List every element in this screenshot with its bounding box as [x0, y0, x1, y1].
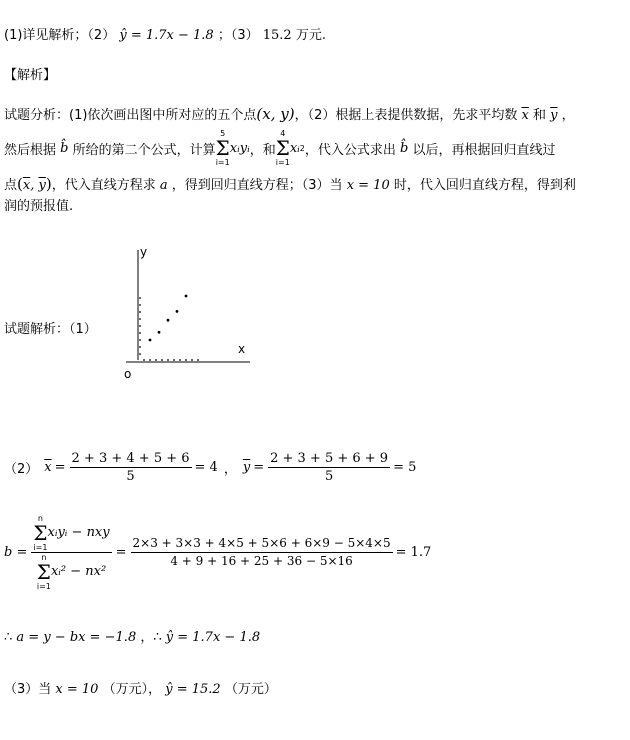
- den-term: xᵢ² − nx²: [50, 564, 107, 579]
- x-bar: $\overline{x}$: [44, 459, 52, 475]
- x-axis-dot: [167, 359, 169, 361]
- a-equation: a = y − bx = −1.8: [16, 630, 137, 645]
- analysis-line-4: 润的预报值.: [4, 199, 74, 214]
- y-axis-dot: [139, 311, 141, 313]
- sum-upper: n: [37, 513, 43, 523]
- analysis-text: 所给的第二个公式，计算: [72, 142, 216, 158]
- part3-label: （3）当: [4, 682, 52, 697]
- x-axis-dot: [155, 359, 157, 361]
- scatter-point: [149, 339, 152, 342]
- summation-1: 5 Σ i=1: [215, 129, 230, 167]
- analysis-text: ，: [561, 108, 575, 123]
- y-axis-dot: [139, 332, 141, 334]
- analysis-text: 然后根据: [4, 142, 57, 158]
- scatter-plot: [110, 240, 260, 390]
- scatter-point: [185, 295, 188, 298]
- unit-text: （万元）: [224, 682, 277, 697]
- b-calc-fraction: [131, 535, 393, 570]
- origin-label: o: [124, 367, 132, 381]
- part2-means: （2） $\overline{x}$ = $\frac{2 + 3 + 4 + 5 + 6}{5}$ = 4 ， $\overline{y}$ = $\frac{2 + 3 + 5 + 6 + 9}{5}$ = 5: [4, 450, 417, 484]
- part3-line: [4, 678, 277, 697]
- scatter-point: [167, 319, 170, 322]
- xbar-value: = 4: [194, 459, 218, 475]
- analysis-text: 以后，再根据回归直线过: [412, 142, 556, 158]
- y-axis-dot: [139, 318, 141, 320]
- part2-label: （2）: [4, 461, 39, 477]
- calc-denominator: 4 + 9 + 16 + 25 + 36 − 5×16: [170, 553, 353, 568]
- a-line: [4, 626, 260, 645]
- equals: =: [115, 544, 127, 560]
- separator: ，∴: [140, 630, 162, 645]
- b-hat: b̂: [400, 140, 409, 156]
- scatter-point: [176, 310, 179, 313]
- answer-part3-unit: 万元.: [295, 28, 326, 43]
- answer-part1: (1)详见解析；: [4, 28, 88, 43]
- analysis-text: 试题分析：(1)依次画出图中所对应的五个点: [4, 108, 257, 123]
- sum-term: xᵢyᵢ: [229, 140, 250, 156]
- x-bar: $\overline{x}$: [521, 108, 529, 123]
- xbar-numerator: 2 + 3 + 4 + 5 + 6: [71, 450, 190, 466]
- sum-exponent: 2: [299, 143, 305, 153]
- sum-upper: 5: [220, 129, 226, 138]
- y-bar: $\overline{y}$: [550, 108, 558, 123]
- num-term: xᵢyᵢ − nxy: [47, 525, 110, 540]
- analysis-text: 点: [4, 178, 18, 193]
- comma: ，: [223, 461, 237, 477]
- ybar-fraction: [268, 450, 390, 485]
- x-axis-dot: [185, 359, 187, 361]
- y-bar: $\overline{y}$: [242, 459, 251, 475]
- x-axis-dot: [173, 359, 175, 361]
- y-axis-dot: [139, 339, 141, 341]
- y-axis-label: y: [140, 245, 148, 259]
- analysis-line-3: 点($\overline{x}$, $\overline{y}$)，代入直线方程求 a ，得到回归直线方程；（3）当 x = 10 时，代入回归直线方程，得到利: [4, 175, 576, 193]
- x-axis-dot: [191, 359, 193, 361]
- b-result: = 1.7: [395, 544, 432, 560]
- analysis-text: ，和: [249, 142, 276, 158]
- sum-lower: i=1: [275, 158, 290, 167]
- x-axis-dot: [149, 359, 151, 361]
- y-axis-dot: [139, 297, 141, 299]
- point-separator: ,: [30, 178, 39, 193]
- sum-lower: i=1: [36, 581, 51, 591]
- calc-numerator: 2×3 + 3×3 + 4×5 + 5×6 + 6×9 − 5×4×5: [131, 535, 393, 553]
- analysis-text: ，代入直线方程求: [51, 178, 156, 193]
- ybar-value: = 5: [393, 459, 417, 475]
- answer-part2-label: （2）: [87, 28, 116, 43]
- x-axis-dot: [161, 359, 163, 361]
- y-axis-dot: [139, 346, 141, 348]
- analysis-text: ，代入公式求出: [304, 142, 396, 158]
- solution-label: 试题解析：（1）: [4, 322, 97, 337]
- x-axis-dot: [197, 359, 199, 361]
- x-equals-10: x = 10: [346, 178, 390, 193]
- analysis-text: 时，代入回归直线方程，得到利: [393, 178, 576, 193]
- answer-part3-separator: ；（3）: [217, 28, 259, 43]
- analysis-line-2: [4, 128, 556, 168]
- sum-term: xᵢ: [289, 140, 300, 156]
- unit-text: （万元），: [102, 682, 162, 697]
- b-hat: b̂: [60, 140, 69, 156]
- analysis-text: ，（2）根据上表提供数据，先求平均数: [294, 108, 518, 123]
- yhat-equation: ŷ = 1.7x − 1.8: [165, 630, 261, 645]
- x-equals-10: x = 10: [55, 682, 99, 697]
- summation-den: n Σ i=1: [36, 552, 51, 591]
- y-bar: $\overline{y}$: [38, 178, 46, 193]
- x-axis-label: x: [238, 342, 246, 356]
- answer-part2-equation: ŷ = 1.7x − 1.8: [119, 28, 214, 43]
- summation-num: n Σ i=1: [33, 513, 48, 552]
- sum-lower: i=1: [215, 158, 230, 167]
- y-axis-dot: [139, 304, 141, 306]
- analysis-text: ，得到回归直线方程；（3）当: [171, 178, 343, 193]
- x-axis-dot: [179, 359, 181, 361]
- analysis-header: 【解析】: [4, 68, 57, 83]
- ybar-numerator: 2 + 3 + 5 + 6 + 9: [270, 450, 389, 466]
- answer-line: [4, 24, 326, 43]
- analysis-line-1: [4, 104, 575, 123]
- answer-part3-value: 15.2: [262, 28, 292, 43]
- xbar-fraction: [70, 450, 192, 485]
- b-label: b =: [4, 544, 28, 560]
- x-axis-dot: [143, 359, 145, 361]
- b-general-fraction: [31, 514, 111, 591]
- y-axis-dot: [139, 325, 141, 327]
- plot-points: [139, 295, 199, 361]
- yhat-result: ŷ = 15.2: [165, 682, 221, 697]
- b-formula: [4, 512, 431, 592]
- therefore-symbol: ∴: [4, 630, 13, 645]
- scatter-point: [158, 331, 161, 334]
- summation-2: 4 Σ i=1: [275, 129, 290, 167]
- xbar-denominator: 5: [126, 468, 135, 484]
- y-axis-dot: [139, 353, 141, 355]
- sum-lower: i=1: [33, 542, 48, 552]
- sum-upper: 4: [280, 129, 286, 138]
- x-bar: $\overline{x}$: [22, 178, 31, 193]
- ybar-denominator: 5: [324, 468, 334, 484]
- sum-upper: n: [41, 552, 47, 562]
- a-var: a: [159, 178, 168, 193]
- point-xy: (x, y): [256, 105, 295, 123]
- analysis-text: 和: [533, 108, 547, 123]
